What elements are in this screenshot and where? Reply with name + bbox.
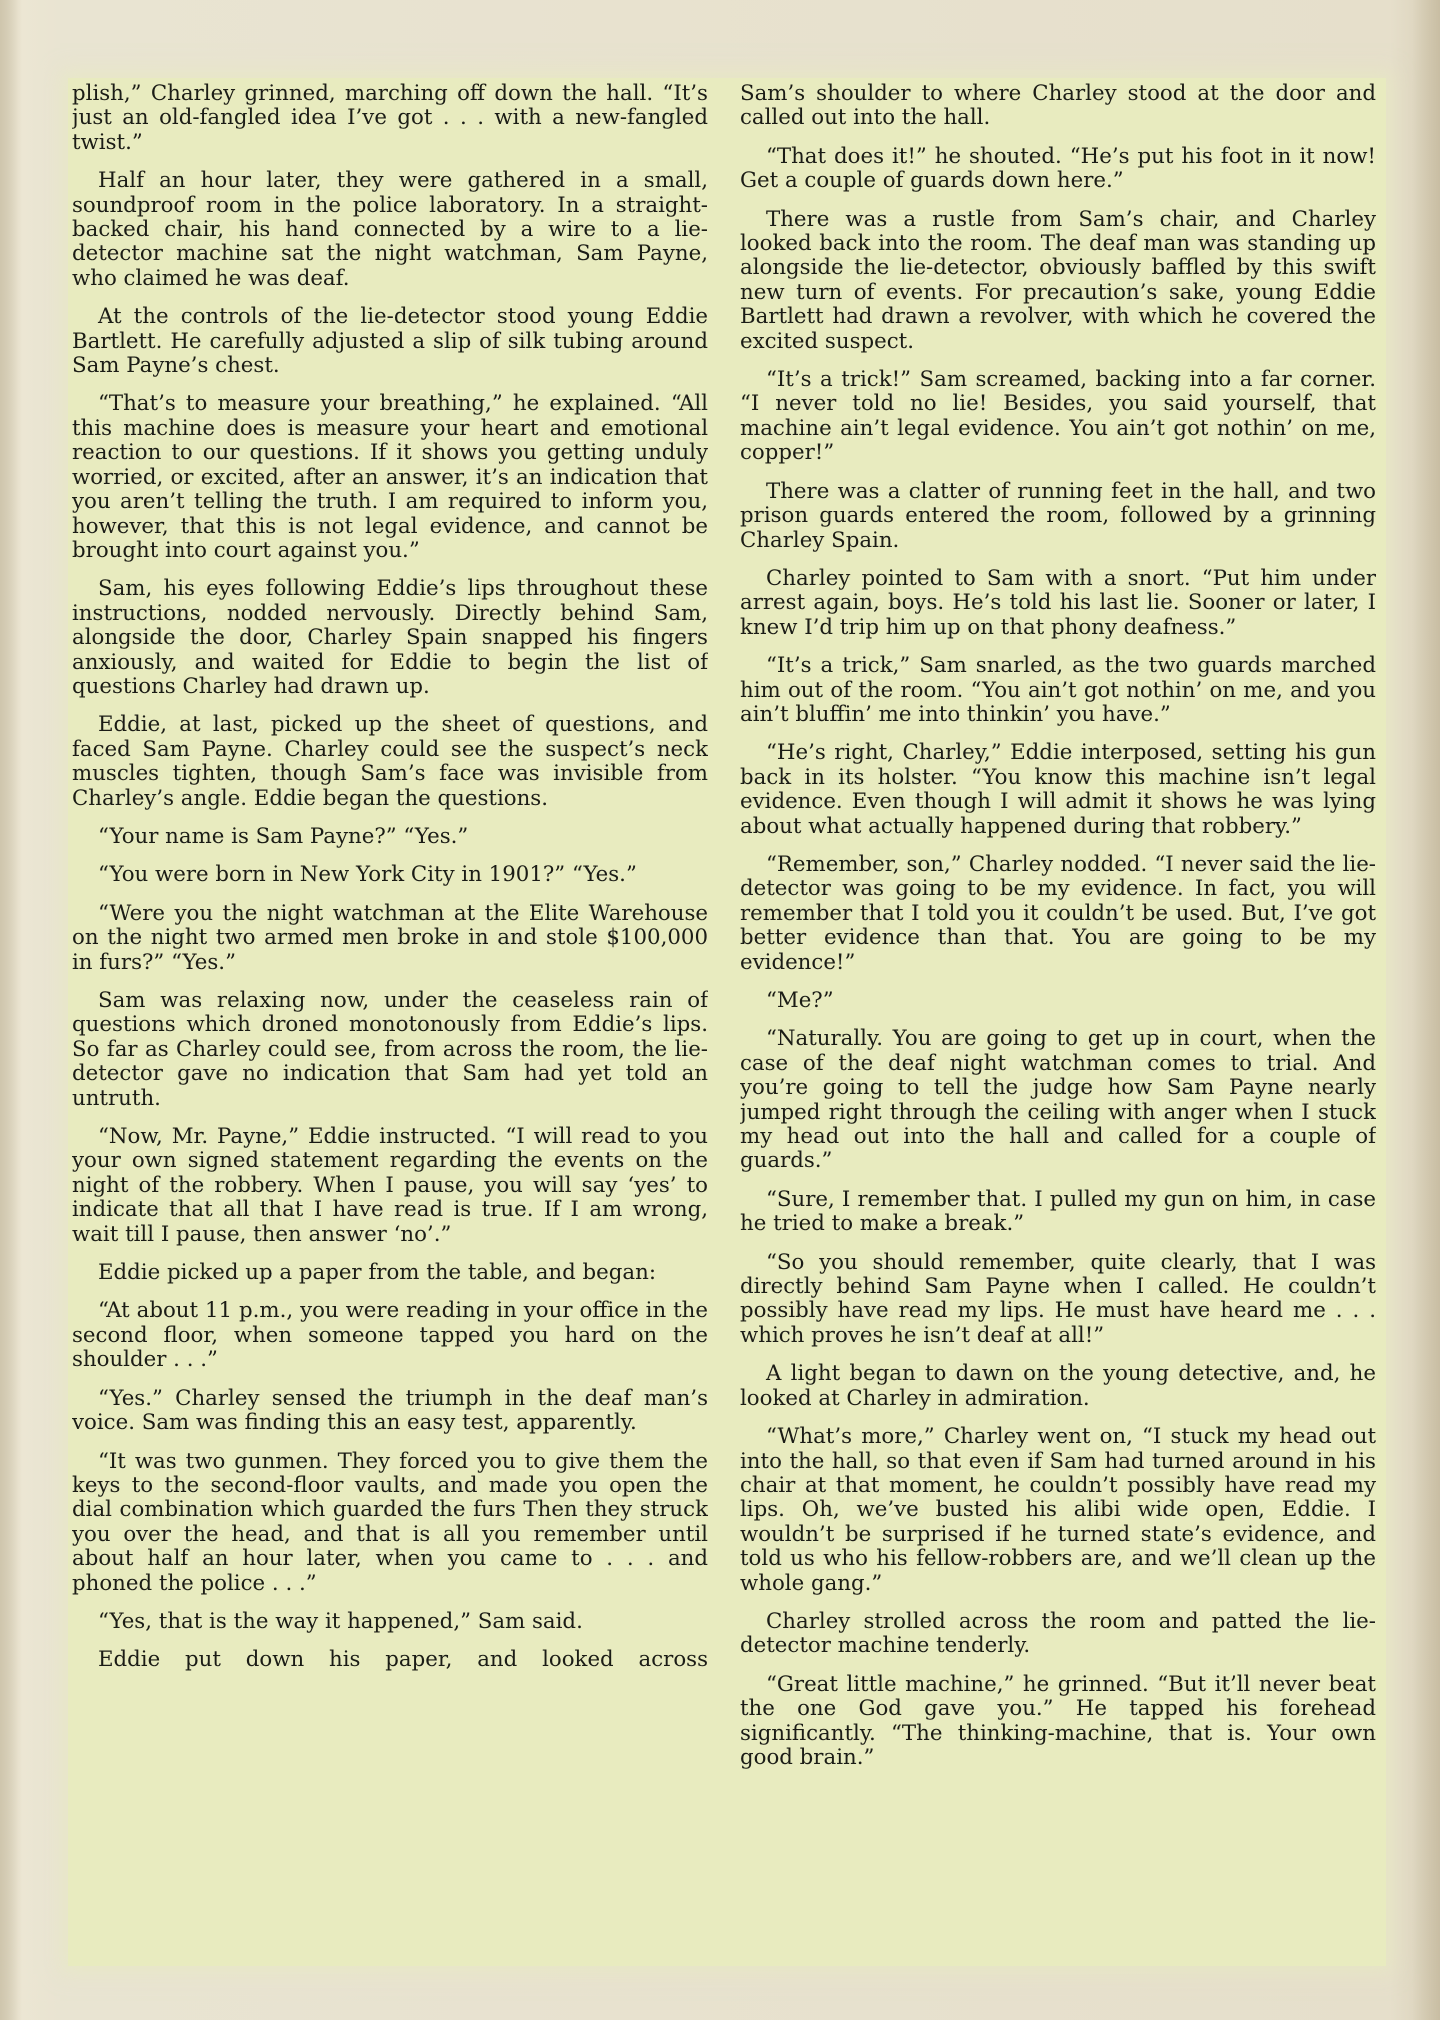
paragraph: “That does it!” he shouted. “He’s put his foot in it now! Get a couple of guards down here.” <box>740 143 1376 194</box>
paragraph: “Now, Mr. Payne,” Eddie instructed. “I will read to you your own signed statement regarding the events on the night of the robbery. When I pause, you will say ‘yes’ to indicate that all that I have read is true. If I am wrong, wait till I pause, then answer ‘no’.” <box>72 1124 708 1247</box>
paragraph: Sam, his eyes following Eddie’s lips throughout these instructions, nodded nervously. Directly behind Sam, alongside the door, Charley Spain snapped his fingers anxiously, and waited for Eddie to begin the list of questions Charley had drawn up. <box>72 576 708 699</box>
paragraph: At the controls of the lie-detector stood young Eddie Bartlett. He carefully adjusted a slip of silk tubing around Sam Payne’s chest. <box>72 304 708 379</box>
paragraph: plish,” Charley grinned, marching off down the hall. “It’s just an old-fangled idea I’ve got . . . with a new-fangled twist.” <box>72 82 708 155</box>
paragraph: “That’s to measure your breathing,” he explained. “All this machine does is measure your heart and emotional reaction to our questions. If it shows you getting unduly worried, or excited, after an answer, it’s an indication that you aren’t telling the truth. I am required to inform you, however, that this is not legal evidence, and cannot be brought into court against you.” <box>72 391 708 563</box>
paragraph: Sam’s shoulder to where Charley stood at the door and called out into the hall. <box>740 82 1376 131</box>
paragraph: Half an hour later, they were gathered in a small, soundproof room in the police laboratory. In a straight-backed chair, his hand connected by a wire to a lie-detector machine sat the night watchman, Sam Payne, who claimed he was deaf. <box>72 168 708 291</box>
page-edge-shadow <box>1412 0 1440 2020</box>
paragraph: “Remember, son,” Charley nodded. “I never said the lie-detector was going to be my evidence. In fact, you will remember that I told you it couldn’t be used. But, I’ve got better evidence than that. You are going to be my evidence!” <box>740 851 1376 975</box>
paragraph: Eddie picked up a paper from the table, and began: <box>98 1260 656 1286</box>
paragraph: “It’s a trick,” Sam snarled, as the two guards marched him out of the room. “You ain’t got nothin’ on me, and you ain’t bluffin’ me into thinkin’ you have.” <box>740 653 1376 727</box>
paragraph: “You were born in New York City in 1901?” “Yes.” <box>98 862 637 888</box>
paragraph: There was a rustle from Sam’s chair, and Charley looked back into the room. The deaf man was standing up alongside the lie-detector, obviously baffled by this swift new turn of events. For precaution’s sake, young Eddie Bartlett had drawn a revolver, with which he covered the excited suspect. <box>740 206 1376 354</box>
paragraph: “Sure, I remember that. I pulled my gun on him, in case he tried to make a break.” <box>740 1186 1376 1237</box>
paragraph: “Were you the night watchman at the Elite Warehouse on the night two armed men broke in and stole $100,000 in furs?” “Yes.” <box>72 900 708 975</box>
paragraph: “It’s a trick!” Sam screamed, backing into a far corner. “I never told no lie! Besides, you said yourself, that machine ain’t legal evidence. You ain’t got nothin’ on me, copper!” <box>740 367 1376 466</box>
paragraph: Sam was relaxing now, under the ceaseless rain of questions which droned monotonously from Eddie’s lips. So far as Charley could see, from across the room, the lie-detector gave no indication that Sam had yet told an untruth. <box>72 988 708 1111</box>
paragraph: A light began to dawn on the young detective, and, he looked at Charley in admiration. <box>740 1361 1376 1411</box>
paragraph: There was a clatter of running feet in the hall, and two prison guards entered the room, followed by a grinning Charley Spain. <box>740 478 1376 553</box>
paragraph: Charley strolled across the room and patted the lie-detector machine tenderly. <box>740 1608 1376 1659</box>
paragraph: “So you should remember, quite clearly, that I was directly behind Sam Payne when I called. He couldn’t possibly have read my lips. He must have heard me . . . which proves he isn’t deaf at all!” <box>740 1249 1376 1348</box>
paragraph: Eddie put down his paper, and looked across <box>98 1647 708 1673</box>
paragraph: “It was two gunmen. They forced you to give them the keys to the second-floor vaults, and made you open the dial combination which guarded the furs Then they struck you over the head, and that is all you remember until about half an hour later, when you came to . . . and phoned the police . . .” <box>72 1448 708 1596</box>
paragraph: “What’s more,” Charley went on, “I stuck my head out into the hall, so that even if Sam had turned around in his chair at that moment, he couldn’t possibly have read my lips. Oh, we’ve busted his alibi wide open, Eddie. I wouldn’t be surprised if he turned state’s evidence, and told us who his fellow-robbers are, and we’ll clean up the whole gang.” <box>740 1424 1376 1596</box>
paragraph: “Your name is Sam Payne?” “Yes.” <box>98 823 469 849</box>
right-text-column <box>740 82 1376 1952</box>
paragraph: “He’s right, Charley,” Eddie interposed, setting his gun back in its holster. “You know this machine isn’t legal evidence. Even though I will admit it shows he was lying about what actually happened during that robbery.” <box>740 740 1376 839</box>
paragraph: “Yes, that is the way it happened,” Sam said. <box>98 1608 583 1634</box>
paragraph: “Me?” <box>766 988 834 1013</box>
paragraph: “Great little machine,” he grinned. “But it’ll never beat the one God gave you.” He tapped his forehead significantly. “The thinking-machine, that is. Your own good brain.” <box>740 1671 1376 1770</box>
paragraph: Eddie, at last, picked up the sheet of questions, and faced Sam Payne. Charley could see the suspect’s neck muscles tighten, though Sam’s face was invisible from Charley’s angle. Eddie began the questions. <box>72 712 708 811</box>
paragraph: “Naturally. You are going to get up in court, when the case of the deaf night watchman comes to trial. And you’re going to tell the judge how Sam Payne nearly jumped right through the ceiling with anger when I stuck my head out into the hall and called for a couple of guards.” <box>740 1026 1376 1174</box>
paragraph: “At about 11 p.m., you were reading in your office in the second floor, when someone tapped you hard on the shoulder . . .” <box>72 1298 708 1373</box>
paragraph: “Yes.” Charley sensed the triumph in the deaf man’s voice. Sam was finding this an easy test, apparently. <box>72 1385 708 1436</box>
spine-shadow <box>0 0 22 2020</box>
left-text-column <box>72 82 708 1952</box>
paragraph: Charley pointed to Sam with a snort. “Put him under arrest again, boys. He’s told his last lie. Sooner or later, I knew I’d trip him up on that phony deafness.” <box>740 565 1376 640</box>
